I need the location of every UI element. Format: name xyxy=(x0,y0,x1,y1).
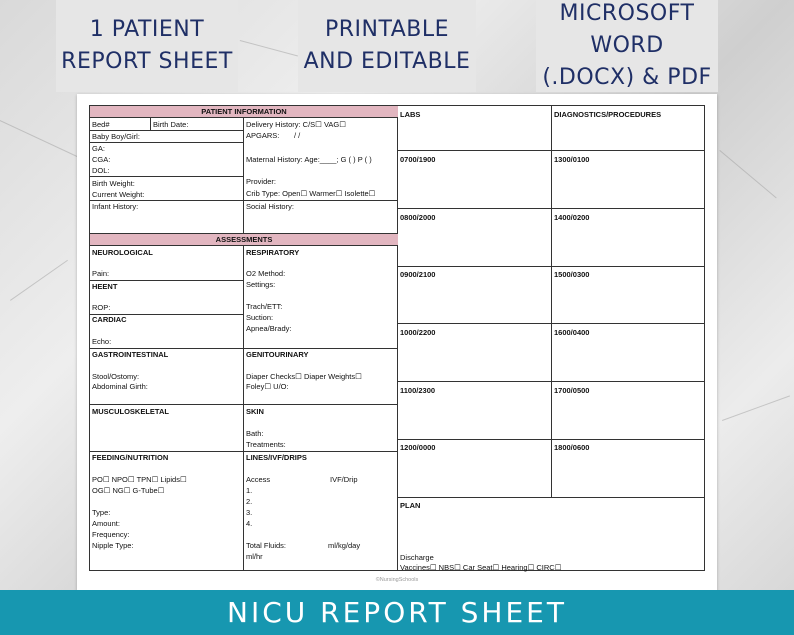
dol-field[interactable]: DOL: xyxy=(92,166,110,175)
respiratory-label: RESPIRATORY xyxy=(246,248,300,257)
genitourinary-label: GENITOURINARY xyxy=(246,350,309,359)
time-slot-1600[interactable]: 1600/0400 xyxy=(554,328,590,337)
current-weight-field[interactable]: Current Weight: xyxy=(92,190,145,199)
gastrointestinal-label: GASTROINTESTINAL xyxy=(92,350,169,359)
banner-one-patient xyxy=(56,0,238,92)
skin-label: SKIN xyxy=(246,407,264,416)
time-slot-1500[interactable]: 1500/0300 xyxy=(554,270,590,279)
apnea-field[interactable]: Apnea/Brady: xyxy=(246,324,292,333)
line-2[interactable]: 2. xyxy=(246,497,253,506)
divider xyxy=(398,381,704,382)
ml-hr-unit: ml/hr xyxy=(246,552,263,561)
divider xyxy=(90,451,398,452)
feeding-label: FEEDING/NUTRITION xyxy=(92,453,169,462)
infant-history-field[interactable]: Infant History: xyxy=(92,202,139,211)
ivf-drip-field[interactable]: IVF/Drip xyxy=(330,475,358,484)
time-slot-0900[interactable]: 0900/2100 xyxy=(400,270,436,279)
banner-line: AND EDITABLE xyxy=(303,49,471,74)
divider xyxy=(90,176,243,177)
bottom-title-banner: NICU REPORT SHEET xyxy=(0,590,794,635)
time-slot-1400[interactable]: 1400/0200 xyxy=(554,213,590,222)
heent-label: HEENT xyxy=(92,282,118,291)
suction-field[interactable]: Suction: xyxy=(246,313,274,322)
treatments-field[interactable]: Treatments: xyxy=(246,440,286,449)
banner-line: MICROSOFT WORD xyxy=(559,1,695,58)
divider xyxy=(90,130,243,131)
divider xyxy=(243,118,244,240)
bed-field[interactable]: Bed# xyxy=(92,120,110,129)
marble-vein xyxy=(719,150,776,198)
labs-label: LABS xyxy=(400,110,421,119)
divider xyxy=(398,323,704,324)
crib-type-field[interactable]: Crib Type: Open☐ Warmer☐ Isolette☐ xyxy=(246,189,376,198)
frequency-field[interactable]: Frequency: xyxy=(92,530,130,539)
marble-vein xyxy=(722,395,790,421)
time-slot-1100[interactable]: 1100/2300 xyxy=(400,386,436,395)
right-column xyxy=(398,106,704,570)
social-history-field[interactable]: Social History: xyxy=(246,202,294,211)
line-4[interactable]: 4. xyxy=(246,519,253,528)
feeding-options-row2[interactable]: OG☐ NG☐ G-Tube☐ xyxy=(92,486,165,495)
feeding-options-row1[interactable]: PO☐ NPO☐ TPN☐ Lipids☐ xyxy=(92,475,187,484)
apgars-slashes: / / xyxy=(294,131,301,140)
pain-field[interactable]: Pain: xyxy=(92,269,110,278)
rop-field[interactable]: ROP: xyxy=(92,303,111,312)
divider xyxy=(90,348,398,349)
time-slot-1300[interactable]: 1300/0100 xyxy=(554,155,590,164)
banner-printable xyxy=(298,0,476,92)
divider xyxy=(90,142,243,143)
patient-info-header: PATIENT INFORMATION xyxy=(90,106,398,118)
trach-field[interactable]: Trach/ETT: xyxy=(246,302,283,311)
time-slot-0800[interactable]: 0800/2000 xyxy=(400,213,436,222)
type-field[interactable]: Type: xyxy=(92,508,111,517)
divider xyxy=(398,208,704,209)
birth-date-field[interactable]: Birth Date: xyxy=(153,120,189,129)
time-slot-1700[interactable]: 1700/0500 xyxy=(554,386,590,395)
total-fluids-field[interactable]: Total Fluids: xyxy=(246,541,287,550)
delivery-history-field[interactable]: Delivery History: C/S☐ VAG☐ xyxy=(246,120,346,129)
provider-field[interactable]: Provider: xyxy=(246,177,277,186)
divider xyxy=(90,404,398,405)
banner-line: PRINTABLE xyxy=(324,17,450,42)
time-slot-1200[interactable]: 1200/0000 xyxy=(400,443,436,452)
foley-field[interactable]: Foley☐ U/O: xyxy=(246,382,289,391)
copyright-note: ©NursingSchools xyxy=(375,577,419,583)
nipple-type-field[interactable]: Nipple Type: xyxy=(92,541,134,550)
maternal-history-field[interactable]: Maternal History: Age:____; G ( ) P ( ) xyxy=(246,155,372,164)
lines-label: LINES/IVF/DRIPS xyxy=(246,453,307,462)
report-sheet xyxy=(77,94,717,591)
assessments-header: ASSESSMENTS xyxy=(90,234,398,246)
ml-kg-day-unit: ml/kg/day xyxy=(328,541,361,550)
divider xyxy=(243,246,244,570)
cga-field[interactable]: CGA: xyxy=(92,155,111,164)
musculoskeletal-label: MUSCULOSKELETAL xyxy=(92,407,169,416)
plan-label: PLAN xyxy=(400,501,421,510)
line-1[interactable]: 1. xyxy=(246,486,253,495)
settings-field[interactable]: Settings: xyxy=(246,280,276,289)
banner-line: REPORT SHEET xyxy=(61,49,233,74)
ga-field[interactable]: GA: xyxy=(92,144,105,153)
bath-field[interactable]: Bath: xyxy=(246,429,264,438)
banner-line: (.DOCX) & PDF xyxy=(542,65,712,90)
diaper-options[interactable]: Diaper Checks☐ Diaper Weights☐ xyxy=(246,372,362,381)
discharge-label: Discharge xyxy=(400,553,434,562)
time-slot-1800[interactable]: 1800/0600 xyxy=(554,443,590,452)
time-slot-1000[interactable]: 1000/2200 xyxy=(400,328,436,337)
discharge-checklist[interactable]: Vaccines☐ NBS☐ Car Seat☐ Hearing☐ CIRC☐ xyxy=(400,563,562,572)
echo-field[interactable]: Echo: xyxy=(92,337,112,346)
birth-weight-field[interactable]: Birth Weight: xyxy=(92,179,135,188)
marble-vein xyxy=(10,260,68,301)
left-column xyxy=(90,106,398,570)
divider xyxy=(398,439,704,440)
marble-vein xyxy=(240,40,298,56)
neurological-label: NEUROLOGICAL xyxy=(92,248,153,257)
o2-method-field[interactable]: O2 Method: xyxy=(246,269,286,278)
stool-field[interactable]: Stool/Ostomy: xyxy=(92,372,140,381)
apgars-field[interactable]: APGARS: xyxy=(246,131,280,140)
divider xyxy=(150,118,151,130)
divider xyxy=(243,200,398,201)
report-form xyxy=(89,105,705,571)
divider xyxy=(398,150,704,151)
divider xyxy=(398,266,704,267)
banner-format xyxy=(536,0,718,92)
baby-field[interactable]: Baby Boy/Girl: xyxy=(92,132,140,141)
diagnostics-label: DIAGNOSTICS/PROCEDURES xyxy=(554,110,662,119)
divider xyxy=(398,497,704,498)
abdominal-girth-field[interactable]: Abdominal Girth: xyxy=(92,382,148,391)
line-3[interactable]: 3. xyxy=(246,508,253,517)
amount-field[interactable]: Amount: xyxy=(92,519,120,528)
marble-vein xyxy=(0,120,82,159)
divider xyxy=(90,200,243,201)
banner-line: 1 PATIENT xyxy=(89,17,205,42)
access-field[interactable]: Access xyxy=(246,475,271,484)
time-slot-0700[interactable]: 0700/1900 xyxy=(400,155,436,164)
divider xyxy=(90,280,243,281)
cardiac-label: CARDIAC xyxy=(92,315,127,324)
